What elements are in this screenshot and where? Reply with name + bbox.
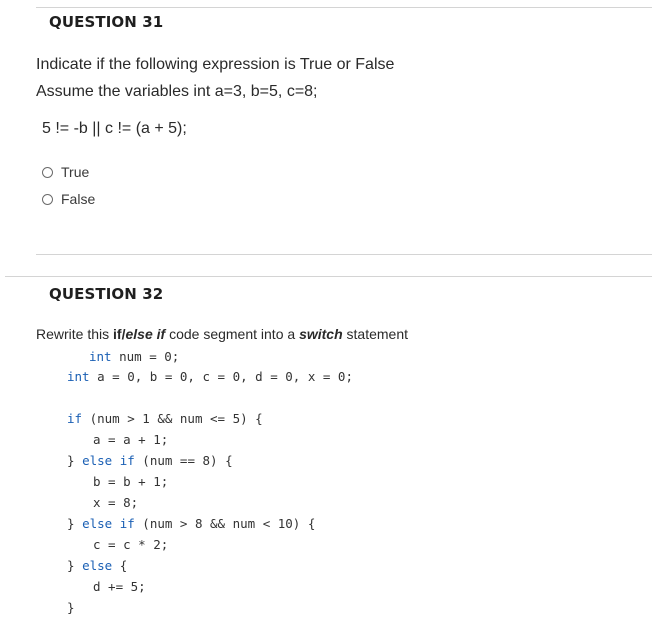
code-line-9: c = c * 2;: [93, 537, 169, 552]
question-31-expression: 5 != -b || c != (a + 5);: [42, 120, 187, 137]
keyword-else: else: [82, 558, 113, 573]
question-31-instruction: Indicate if the following expression is True or False: [36, 56, 395, 73]
code-text: }: [67, 453, 83, 468]
code-line-8: [67, 516, 315, 532]
code-line-4: a = a + 1;: [93, 432, 169, 447]
keyword-if: if: [119, 516, 135, 531]
code-text: (num > 8 && num < 10) {: [134, 516, 316, 531]
prompt-suffix: statement: [342, 326, 409, 342]
prompt-elseif-if: if: [156, 326, 166, 342]
code-text: {: [112, 558, 128, 573]
code-line-11: d += 5;: [93, 579, 146, 594]
code-line-10: [67, 558, 127, 574]
keyword-int: int: [67, 369, 90, 384]
code-text: (num == 8) {: [134, 453, 233, 468]
prompt-switch: switch: [299, 326, 343, 342]
prompt-else: else: [125, 326, 153, 342]
code-line-7: x = 8;: [93, 495, 139, 510]
prompt-middle: code segment into a: [165, 326, 300, 342]
keyword-if: if: [67, 411, 83, 426]
code-line-5: [67, 453, 233, 469]
section-divider: [5, 276, 652, 277]
code-text: }: [67, 558, 83, 573]
code-line-12: }: [67, 600, 75, 615]
code-text: num = 0;: [111, 349, 180, 364]
top-divider: [36, 7, 652, 8]
code-line-3: [67, 411, 263, 427]
option-false[interactable]: [42, 191, 95, 207]
question-31-variables: Assume the variables int a=3, b=5, c=8;: [36, 83, 318, 100]
option-false-label: False: [61, 191, 96, 207]
question-31-bottom-divider: [36, 254, 652, 255]
keyword-int: int: [89, 349, 112, 364]
radio-true[interactable]: [42, 167, 53, 178]
question-32-prompt: Rewrite this if/else if code segment into a switch statement: [36, 326, 409, 342]
code-line-6: b = b + 1;: [93, 474, 169, 489]
radio-false[interactable]: [42, 194, 53, 205]
code-text: }: [67, 516, 83, 531]
keyword-else: else: [82, 453, 113, 468]
keyword-if: if: [119, 453, 135, 468]
code-text: (num > 1 && num <= 5) {: [82, 411, 263, 426]
code-line-2: [67, 369, 353, 385]
question-32-title: QUESTION 32: [49, 285, 164, 303]
prompt-if: if: [113, 326, 122, 342]
code-text: a = 0, b = 0, c = 0, d = 0, x = 0;: [89, 369, 353, 384]
code-line-1: [89, 349, 179, 365]
option-true-label: True: [61, 164, 90, 180]
option-true[interactable]: [42, 164, 89, 180]
keyword-else: else: [82, 516, 113, 531]
prompt-prefix: Rewrite this: [36, 326, 114, 342]
question-31-title: QUESTION 31: [49, 13, 164, 31]
